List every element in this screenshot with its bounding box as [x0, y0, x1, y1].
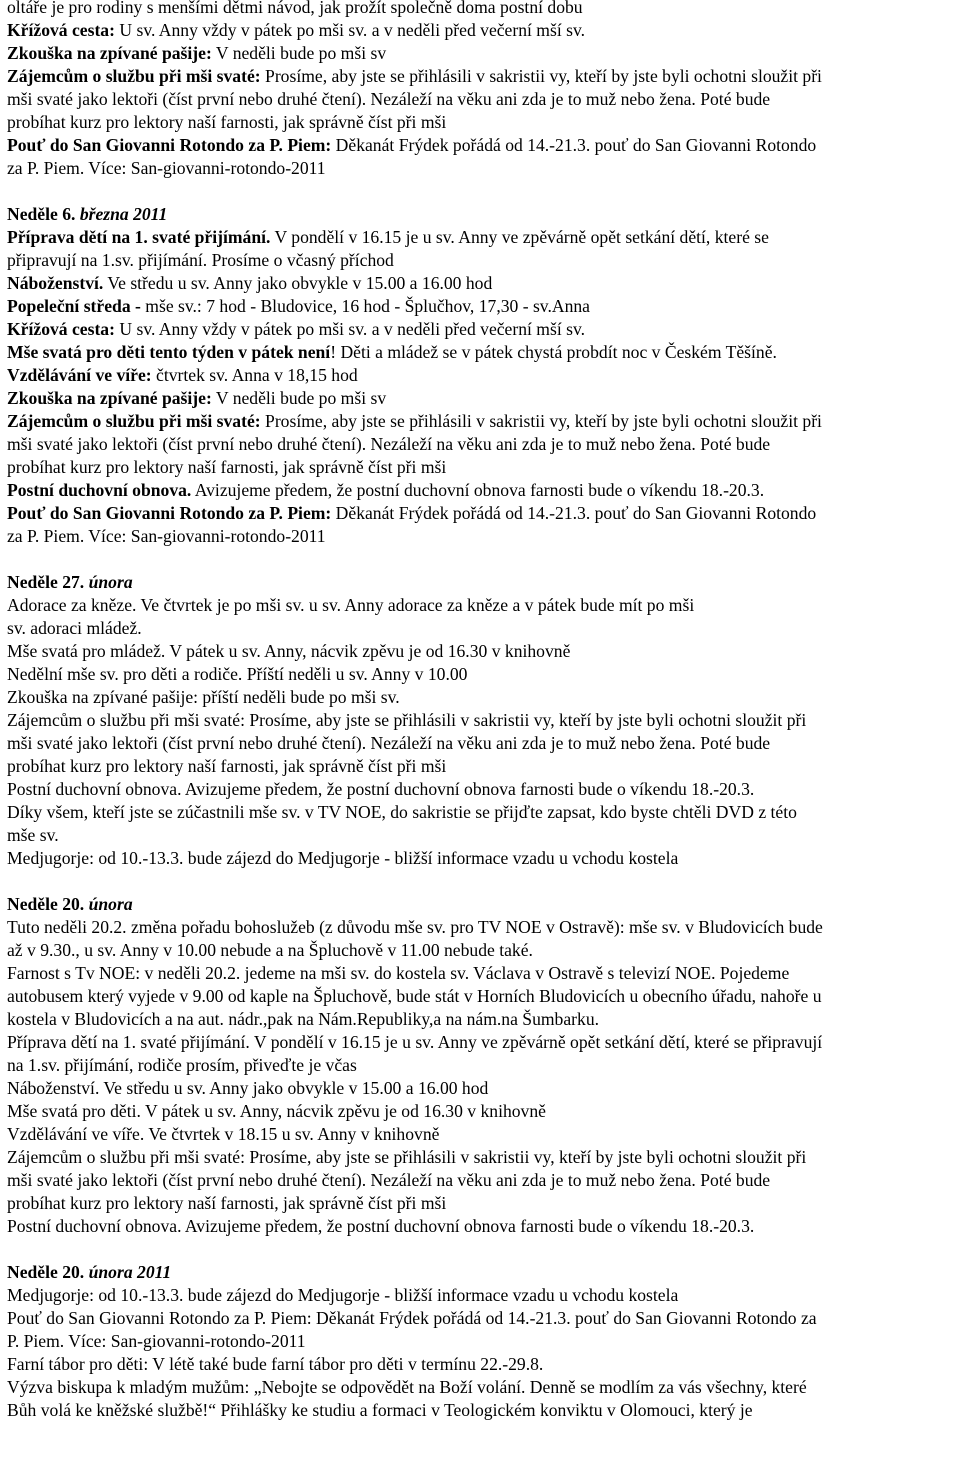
text-line — [7, 410, 955, 433]
text-line — [7, 433, 955, 456]
text-run: Zájemcům o službu při mši svaté: Prosíme, aby jste se přihlásili v sakristii vy, kteří by jste byli ochotni sloužit při — [7, 710, 807, 730]
section-spacer — [7, 1238, 955, 1261]
text-run: Pouť do San Giovanni Rotondo za P. Piem: Děkanát Frýdek pořádá od 14.-21.3. pouť do San Giovanni Rotondo za — [7, 1308, 817, 1328]
text-run: Vzdělávání ve víře. Ve čtvrtek v 18.15 u sv. Anny v knihovně — [7, 1124, 440, 1144]
text-run: Tuto neděli 20.2. změna pořadu bohoslužeb (z důvodu mše sv. pro TV NOE v Ostravě): mše sv. v Bludovicích bude — [7, 917, 823, 937]
text-run: Děkanát Frýdek pořádá od 14.-21.3. pouť do San Giovanni Rotondo — [331, 135, 817, 155]
heading-prefix: Neděle 27. — [7, 572, 89, 592]
text-run: U sv. Anny vždy v pátek po mši sv. a v neděli před večerní mší sv. — [114, 319, 586, 339]
text-line — [7, 1215, 955, 1238]
text-line — [7, 1376, 955, 1399]
bold-label: Náboženství. — [7, 273, 104, 293]
text-run: mši svaté jako lektoři (číst první nebo druhé čtení). Nezáleží na věku ani zda je to muž nebo žena. Poté bude — [7, 89, 771, 109]
text-line — [7, 456, 955, 479]
section-heading — [7, 571, 955, 594]
text-run: autobusem který vyjede v 9.00 od kaple na Špluchově, bude stát v Horních Bludovicích u obecního úřadu, nahoře u — [7, 986, 822, 1006]
bold-label: Zájemcům o službu při mši svaté: — [7, 411, 261, 431]
text-line — [7, 1100, 955, 1123]
text-line — [7, 916, 955, 939]
text-line — [7, 1008, 955, 1031]
text-run: Náboženství. Ve středu u sv. Anny jako obvykle v 15.00 a 16.00 hod — [7, 1078, 489, 1098]
text-line — [7, 1284, 955, 1307]
text-run: oltáře je pro rodiny s menšími dětmi návod, jak prožít společně doma postní dobu — [7, 0, 583, 17]
text-line — [7, 1054, 955, 1077]
text-run: Díky všem, kteří jste se zúčastnili mše sv. v TV NOE, do sakristie se přijďte zapsat, kdo byste chtěli DVD z této — [7, 802, 797, 822]
text-run: Avizujeme předem, že postní duchovní obnova farnosti bude o víkendu 18.-20.3. — [191, 480, 765, 500]
bold-label: Pouť do San Giovanni Rotondo za P. Piem: — [7, 135, 332, 155]
text-run: Děkanát Frýdek pořádá od 14.-21.3. pouť do San Giovanni Rotondo — [331, 503, 817, 523]
text-line — [7, 42, 955, 65]
section-spacer — [7, 548, 955, 571]
text-run: Mše svatá pro mládež. V pátek u sv. Anny, nácvik zpěvu je od 16.30 v knihovně — [7, 641, 571, 661]
text-run: Ve středu u sv. Anny jako obvykle v 15.00 a 16.00 hod — [103, 273, 493, 293]
text-run: Farnost s Tv NOE: v neděli 20.2. jedeme na mši sv. do kostela sv. Václava v Ostravě s televizí NOE. Pojedeme — [7, 963, 790, 983]
section-spacer — [7, 870, 955, 893]
section-nedele-6-brezna — [7, 180, 955, 548]
text-line — [7, 19, 955, 42]
text-run: Příprava dětí na 1. svaté přijímání. V pondělí v 16.15 je u sv. Anny ve zpěvárně opět setkání dětí, které se připravují — [7, 1032, 823, 1052]
text-run: U sv. Anny vždy v pátek po mši sv. a v neděli před večerní mší sv. — [114, 20, 586, 40]
text-line — [7, 778, 955, 801]
text-run: Bůh volá ke kněžské službě!“ Přihlášky ke studiu a formaci v Teologickém konviktu v Olomouci, který je — [7, 1400, 753, 1420]
bold-label: Popeleční středa - — [7, 296, 146, 316]
text-line — [7, 65, 955, 88]
bulletin-document — [7, 0, 955, 1422]
text-run: P. Piem. Více: San-giovanni-rotondo-2011 — [7, 1331, 306, 1351]
section-top — [7, 0, 955, 180]
text-line — [7, 640, 955, 663]
text-line — [7, 387, 955, 410]
text-run: za P. Piem. Více: San-giovanni-rotondo-2011 — [7, 526, 326, 546]
bold-label: Zájemcům o službu při mši svaté: — [7, 66, 261, 86]
text-line — [7, 1353, 955, 1376]
bold-label: Křížová cesta: — [7, 20, 115, 40]
text-run: mši svaté jako lektoři (číst první nebo druhé čtení). Nezáleží na věku ani zda je to muž nebo žena. Poté bude — [7, 1170, 771, 1190]
text-run: V neděli bude po mši sv — [211, 388, 387, 408]
text-run: mše sv. — [7, 825, 59, 845]
text-line — [7, 341, 955, 364]
text-run: mše sv.: 7 hod - Bludovice, 16 hod - Šplučhov, 17,30 - sv.Anna — [145, 296, 590, 316]
text-line — [7, 847, 955, 870]
text-line — [7, 732, 955, 755]
text-line — [7, 801, 955, 824]
text-line — [7, 502, 955, 525]
bold-label: Zkouška na zpívané pašije: — [7, 388, 212, 408]
text-run: V pondělí v 16.15 je u sv. Anny ve zpěvárně opět setkání dětí, které se — [270, 227, 769, 247]
text-line — [7, 962, 955, 985]
section-nedele-27-unora — [7, 548, 955, 870]
text-line — [7, 1123, 955, 1146]
bold-label: Vzdělávání ve víře: — [7, 365, 152, 385]
text-line — [7, 594, 955, 617]
text-run: mši svaté jako lektoři (číst první nebo druhé čtení). Nezáleží na věku ani zda je to muž nebo žena. Poté bude — [7, 434, 771, 454]
text-line — [7, 134, 955, 157]
text-run: připravují na 1.sv. přijímání. Prosíme o včasný příchod — [7, 250, 394, 270]
text-line — [7, 686, 955, 709]
text-line — [7, 525, 955, 548]
text-run: Medjugorje: od 10.-13.3. bude zájezd do Medjugorje - bližší informace vzadu u vchodu kostela — [7, 1285, 679, 1305]
heading-prefix: Neděle 20. — [7, 1262, 89, 1282]
text-line — [7, 1169, 955, 1192]
text-line — [7, 755, 955, 778]
text-run: probíhat kurz pro lektory naší farnosti, jak správně číst při mši — [7, 756, 447, 776]
text-line — [7, 111, 955, 134]
text-line — [7, 1192, 955, 1215]
section-spacer — [7, 180, 955, 203]
text-line — [7, 0, 955, 19]
text-run: Výzva biskupa k mladým mužům: „Nebojte se odpovědět na Boží volání. Denně se modlím za vás všechny, které — [7, 1377, 807, 1397]
text-line — [7, 1307, 955, 1330]
text-run: Adorace za kněze. Ve čtvrtek je po mši sv. u sv. Anny adorace za kněze a v pátek bude mít po mši — [7, 595, 695, 615]
text-run: mši svaté jako lektoři (číst první nebo druhé čtení). Nezáleží na věku ani zda je to muž nebo žena. Poté bude — [7, 733, 771, 753]
section-heading — [7, 203, 955, 226]
text-line — [7, 226, 955, 249]
text-line — [7, 479, 955, 502]
text-run: Prosíme, aby jste se přihlásili v sakristii vy, kteří by jste byli ochotni sloužit při — [260, 66, 822, 86]
bold-label: Postní duchovní obnova. — [7, 480, 192, 500]
text-run: až v 9.30., u sv. Anny v 10.00 nebude a na Špluchově v 11.00 nebude také. — [7, 940, 533, 960]
text-run: Nedělní mše sv. pro děti a rodiče. Příští neděli u sv. Anny v 10.00 — [7, 664, 468, 684]
text-run: kostela v Bludovicích a na aut. nádr.,pak na Nám.Republiky,a na nám.na Šumbarku. — [7, 1009, 600, 1029]
text-run: Mše svatá pro děti. V pátek u sv. Anny, nácvik zpěvu je od 16.30 v knihovně — [7, 1101, 546, 1121]
text-line — [7, 272, 955, 295]
text-run: Prosíme, aby jste se přihlásili v sakristii vy, kteří by jste byli ochotni sloužit při — [260, 411, 822, 431]
text-run: V neděli bude po mši sv — [211, 43, 387, 63]
text-run: za P. Piem. Více: San-giovanni-rotondo-2011 — [7, 158, 326, 178]
text-run: na 1.sv. přijímání, rodiče prosím, přiveďte je včas — [7, 1055, 357, 1075]
text-line — [7, 709, 955, 732]
text-run: ! Děti a mládež se v pátek chystá probdít noc v Českém Těšíně. — [330, 342, 777, 362]
section-nedele-20-unora — [7, 870, 955, 1238]
text-run: Medjugorje: od 10.-13.3. bude zájezd do Medjugorje - bližší informace vzadu u vchodu kostela — [7, 848, 679, 868]
text-line — [7, 617, 955, 640]
bold-label: Křížová cesta: — [7, 319, 115, 339]
text-run: Zájemcům o službu při mši svaté: Prosíme, aby jste se přihlásili v sakristii vy, kteří by jste byli ochotni sloužit při — [7, 1147, 807, 1167]
text-line — [7, 1399, 955, 1422]
text-line — [7, 295, 955, 318]
text-line — [7, 318, 955, 341]
text-run: sv. adoraci mládež. — [7, 618, 142, 638]
heading-rest: února — [88, 894, 133, 914]
text-run: čtvrtek sv. Anna v 18,15 hod — [151, 365, 358, 385]
text-line — [7, 88, 955, 111]
heading-rest: března 2011 — [79, 204, 168, 224]
text-run: probíhat kurz pro lektory naší farnosti, jak správně číst při mši — [7, 112, 447, 132]
heading-rest: února 2011 — [88, 1262, 172, 1282]
text-line — [7, 1077, 955, 1100]
text-line — [7, 824, 955, 847]
heading-prefix: Neděle 6. — [7, 204, 80, 224]
text-run: probíhat kurz pro lektory naší farnosti, jak správně číst při mši — [7, 1193, 447, 1213]
text-line — [7, 1330, 955, 1353]
text-line — [7, 364, 955, 387]
text-run: Farní tábor pro děti: V létě také bude farní tábor pro děti v termínu 22.-29.8. — [7, 1354, 544, 1374]
text-run: Postní duchovní obnova. Avizujeme předem, že postní duchovní obnova farnosti bude o víkendu 18.-20.3. — [7, 1216, 755, 1236]
text-line — [7, 249, 955, 272]
heading-prefix: Neděle 20. — [7, 894, 89, 914]
text-line — [7, 663, 955, 686]
bold-label: Zkouška na zpívané pašije: — [7, 43, 212, 63]
text-line — [7, 939, 955, 962]
text-line — [7, 157, 955, 180]
heading-rest: února — [88, 572, 133, 592]
bold-label: Pouť do San Giovanni Rotondo za P. Piem: — [7, 503, 332, 523]
section-heading — [7, 893, 955, 916]
text-run: Zkouška na zpívané pašije: příští neděli bude po mši sv. — [7, 687, 400, 707]
text-line — [7, 1146, 955, 1169]
section-heading — [7, 1261, 955, 1284]
bold-label: Mše svatá pro děti tento týden v pátek není — [7, 342, 331, 362]
text-run: probíhat kurz pro lektory naší farnosti, jak správně číst při mši — [7, 457, 447, 477]
text-line — [7, 1031, 955, 1054]
section-nedele-20-unora-2011 — [7, 1238, 955, 1422]
text-line — [7, 985, 955, 1008]
bold-label: Příprava dětí na 1. svaté přijímání. — [7, 227, 271, 247]
text-run: Postní duchovní obnova. Avizujeme předem, že postní duchovní obnova farnosti bude o víkendu 18.-20.3. — [7, 779, 755, 799]
